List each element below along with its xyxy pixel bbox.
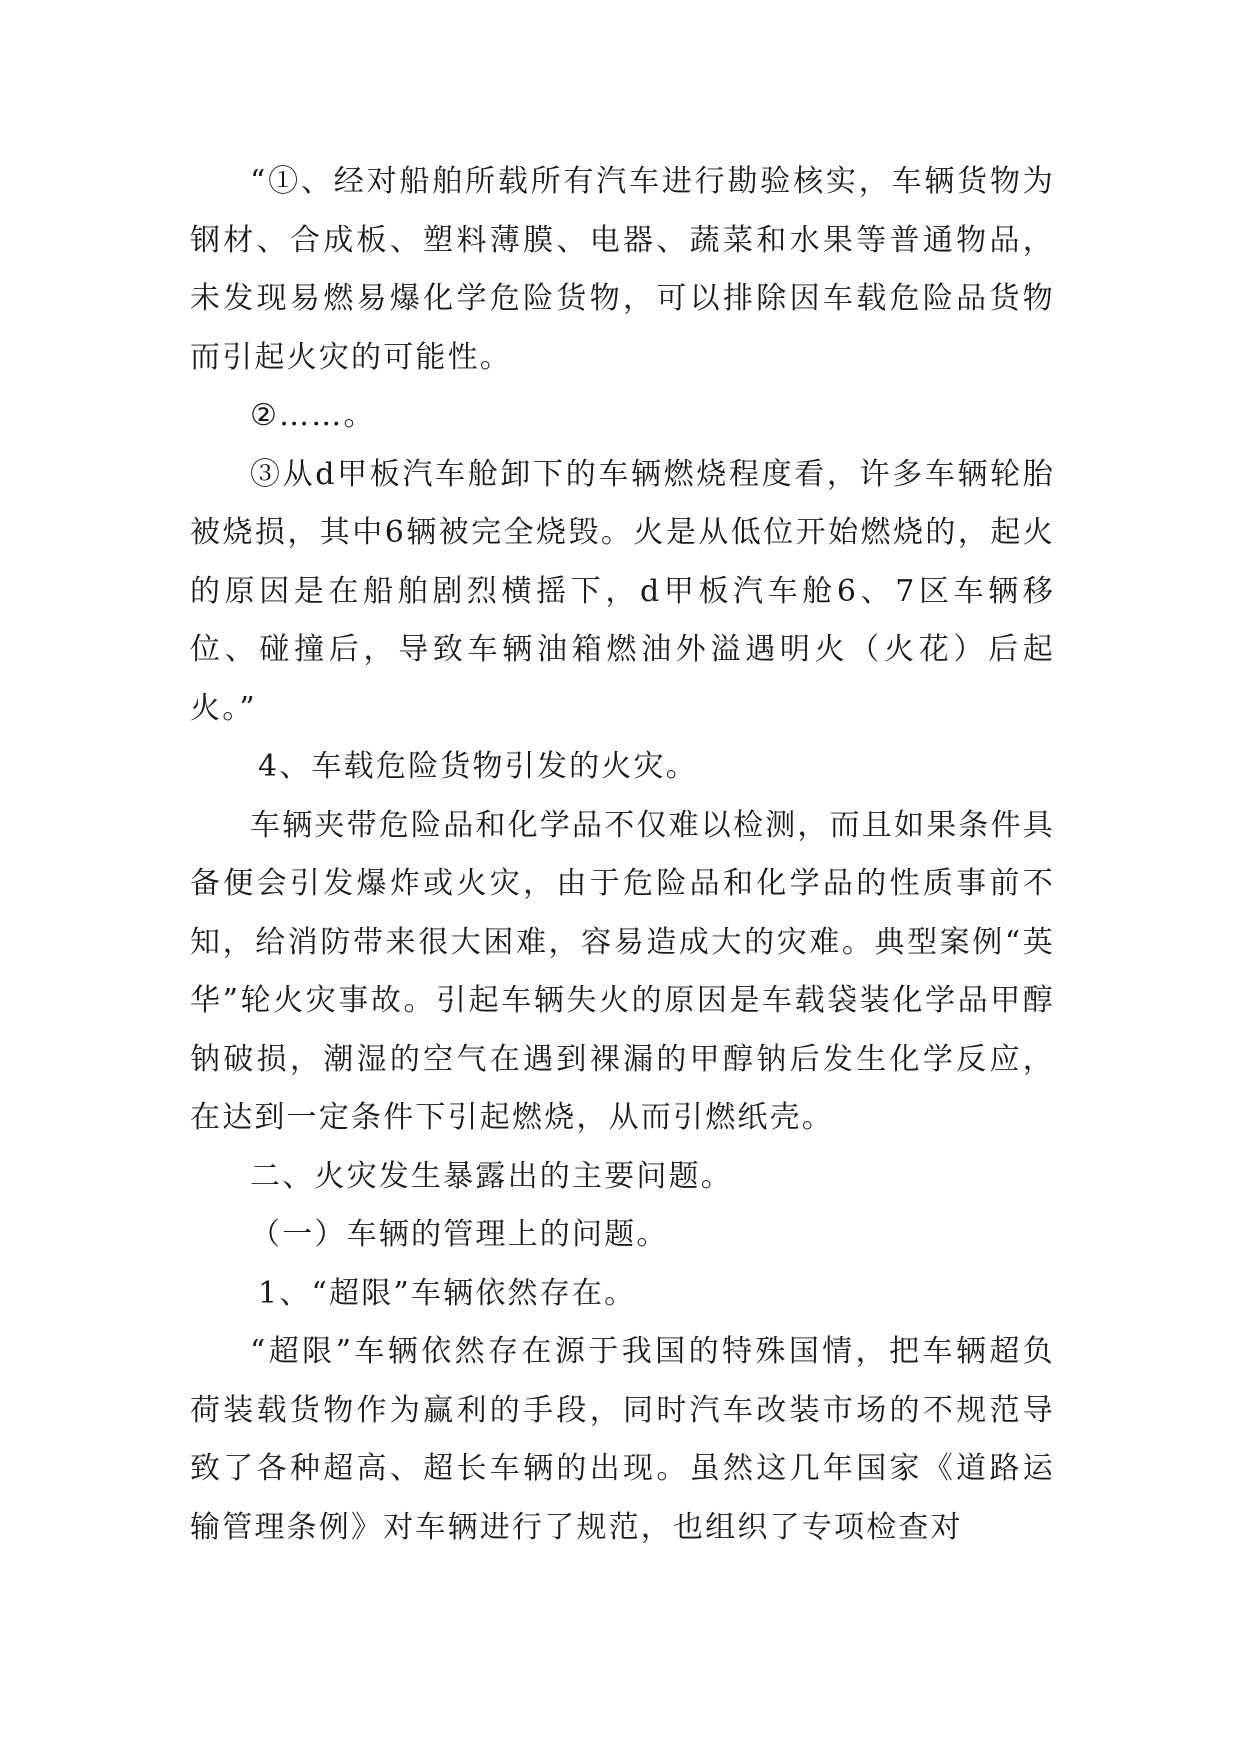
paragraph-quote-2: ②……。 [250,398,376,433]
paragraph-dangerous-goods: 车辆夹带危险品和化学品不仅难以检测，而且如果条件具备便会引发爆炸或火灾，由于危险品和化学品的性质事前不知，给消防带来很大困难，容易造成大的灾难。典型案例“英华”轮火灾事故。引起车辆失火的原因是车载袋装化学品甲醇钠破损，潮湿的空气在遇到裸漏的甲醇钠后发生化学反应，在达到一定条件下引起燃烧，从而引燃纸壳。 [190,807,1055,1135]
section-heading-2: 二、火灾发生暴露出的主要问题。 [250,1158,733,1194]
item-heading-1: 1、“超限”车辆依然存在。 [258,1275,637,1311]
paragraph-quote-1: “①、经对船舶所载所有汽车进行勘验核实，车辆货物为钢材、合成板、塑料薄膜、电器、蔬菜和水果等普通物品，未发现易燃易爆化学危险货物，可以排除因车载危险品货物而引起火灾的可能性。 [190,164,1055,375]
paragraph-overlimit: “超限”车辆依然存在源于我国的特殊国情，把车辆超负荷装载货物作为赢利的手段，同时汽车改装市场的不规范导致了各种超高、超长车辆的出现。虽然这几年国家《道路运输管理条例》对车辆进行了规范，也组织了专项检查对 [190,1334,1055,1545]
document-page [190,153,1055,1557]
paragraph-quote-3: ③从d甲板汽车舱卸下的车辆燃烧程度看，许多车辆轮胎被烧损，其中6辆被完全烧毁。火是从低位开始燃烧的，起火的原因是在船舶剧烈横摇下，d甲板汽车舱6、7区车辆移位、碰撞后，导致车辆油箱燃油外溢遇明火（火花）后起火。” [190,456,1055,726]
subsection-heading-1: （一）车辆的管理上的问题。 [250,1217,669,1252]
section-heading-4: 4、车载危险货物引发的火灾。 [258,749,698,784]
